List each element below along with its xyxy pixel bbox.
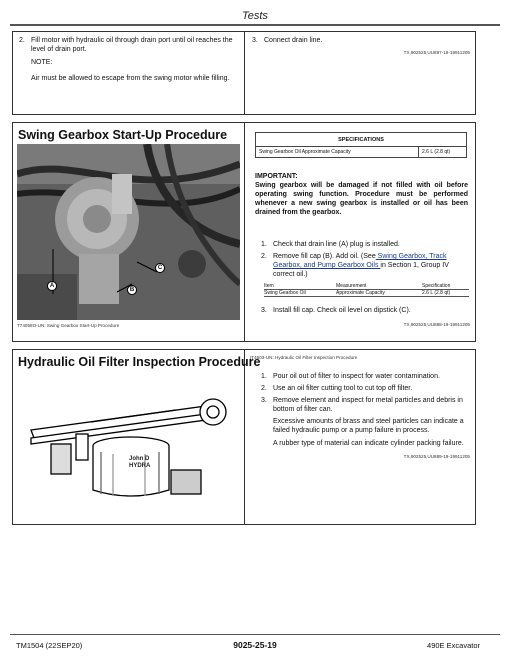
- step-text: Check that drain line (A) plug is installed.: [273, 241, 400, 248]
- column-divider: [244, 32, 245, 114]
- filter-label-text: John D HYDRA: [129, 456, 151, 469]
- specifications-heading: SPECIFICATIONS: [256, 133, 466, 147]
- important-text: Swing gearbox will be damaged if not filled with oil before operating swing function. Procedure must be performed whenever a new swing gearbox is installed or oil has been drained from the gearbox.: [255, 182, 468, 216]
- reference-code: TX,902525,UU889-19-19911205: [403, 454, 470, 459]
- step-text: [273, 252, 469, 279]
- section-title: Swing Gearbox Start-Up Procedure: [18, 128, 228, 142]
- reference-code: TX,902525,UU897-19-19911205: [403, 50, 470, 55]
- step-text: Fill motor with hydraulic oil through drain port until oil reaches the level of drain port.: [31, 37, 233, 53]
- section-oil-filter-inspection: [12, 349, 476, 525]
- header-rule: [10, 24, 500, 26]
- mini-header-item: Item: [264, 283, 274, 289]
- mini-header-measurement: Measurement: [336, 283, 367, 289]
- reference-code: TX,902525,UU888-19-19911205: [403, 322, 470, 327]
- section-title: Hydraulic Oil Filter Inspection Procedure: [18, 355, 261, 369]
- step-text: Install fill cap. Check oil level on dipstick (C).: [273, 307, 411, 314]
- column-divider: [244, 123, 245, 341]
- step-number: 2.: [19, 37, 25, 44]
- callout-b: B: [127, 285, 137, 295]
- gearbox-oils-link[interactable]: Swing Gearbox, Track Gearbox, and Pump Gearbox Oils: [273, 253, 447, 269]
- callout-a: A: [47, 281, 57, 291]
- step-text: Remove element and inspect for metal particles and debris in bottom of filter can.: [273, 397, 463, 413]
- spec-row: [256, 147, 466, 157]
- paragraph: Excessive amounts of brass and steel particles can indicate a failed hydraulic pump or a pump failure in process.: [273, 418, 464, 434]
- step-number: 3.: [252, 37, 258, 44]
- spec-label: Swing Gearbox Oil Approximate Capacity: [256, 147, 419, 157]
- step-text: Use an oil filter cutting tool to cut top off filter.: [273, 385, 413, 392]
- spec-value: 2.6 L (2.8 qt): [422, 149, 451, 155]
- page-header-title: Tests: [242, 10, 268, 22]
- callout-c: C: [155, 263, 165, 273]
- image-caption: T74058O-UN: Swing Gearbox Start-Up Procedure: [17, 323, 120, 328]
- capacity-mini-table: [264, 283, 469, 297]
- footer-doc-id: TM1504 (22SEP20): [16, 641, 83, 650]
- step-number: 3.: [261, 397, 267, 404]
- step-number: 2.: [261, 253, 267, 260]
- specifications-table: [255, 132, 467, 158]
- step-number: 3.: [261, 307, 267, 314]
- step-text: Pour oil out of filter to inspect for water contamination.: [273, 373, 440, 380]
- mini-header-spec: Specification: [422, 283, 451, 289]
- column-divider: [244, 350, 245, 524]
- footer-page-number: 9025-25-19: [233, 640, 277, 650]
- step-text-start: Remove fill cap (B). Add oil. (See: [273, 253, 376, 260]
- oil-filter-drawing: [21, 390, 236, 502]
- swing-gearbox-photo: [17, 144, 240, 320]
- step-text: Connect drain line.: [264, 37, 323, 44]
- step-text-end: in Section 1, Group IV correct oil.): [273, 262, 449, 278]
- footer-model: 490E Excavator: [427, 641, 480, 650]
- mini-cell-measurement: Approximate Capacity: [336, 290, 385, 296]
- paragraph: A rubber type of material can indicate cylinder packing failure.: [273, 440, 464, 447]
- mini-cell-spec: 2.6 L (2.8 qt): [422, 290, 451, 296]
- mini-cell-item: Swing Gearbox Oil: [264, 290, 306, 296]
- note-text: Air must be allowed to escape from the swing motor while filling.: [31, 75, 230, 82]
- filter-cutting-tool-illustration: [21, 390, 236, 502]
- section-swing-gearbox: [12, 122, 476, 342]
- image-caption: IT4603-UN: Hydraulic Oil Filter Inspection Procedure: [250, 355, 358, 360]
- step-number: 1.: [261, 373, 267, 380]
- step-number: 2.: [261, 385, 267, 392]
- note-label: NOTE:: [31, 59, 53, 66]
- step-number: 1.: [261, 241, 267, 248]
- footer-rule: [10, 634, 500, 635]
- section-swing-motor-fill: [12, 31, 476, 115]
- important-label: IMPORTANT:: [255, 173, 298, 180]
